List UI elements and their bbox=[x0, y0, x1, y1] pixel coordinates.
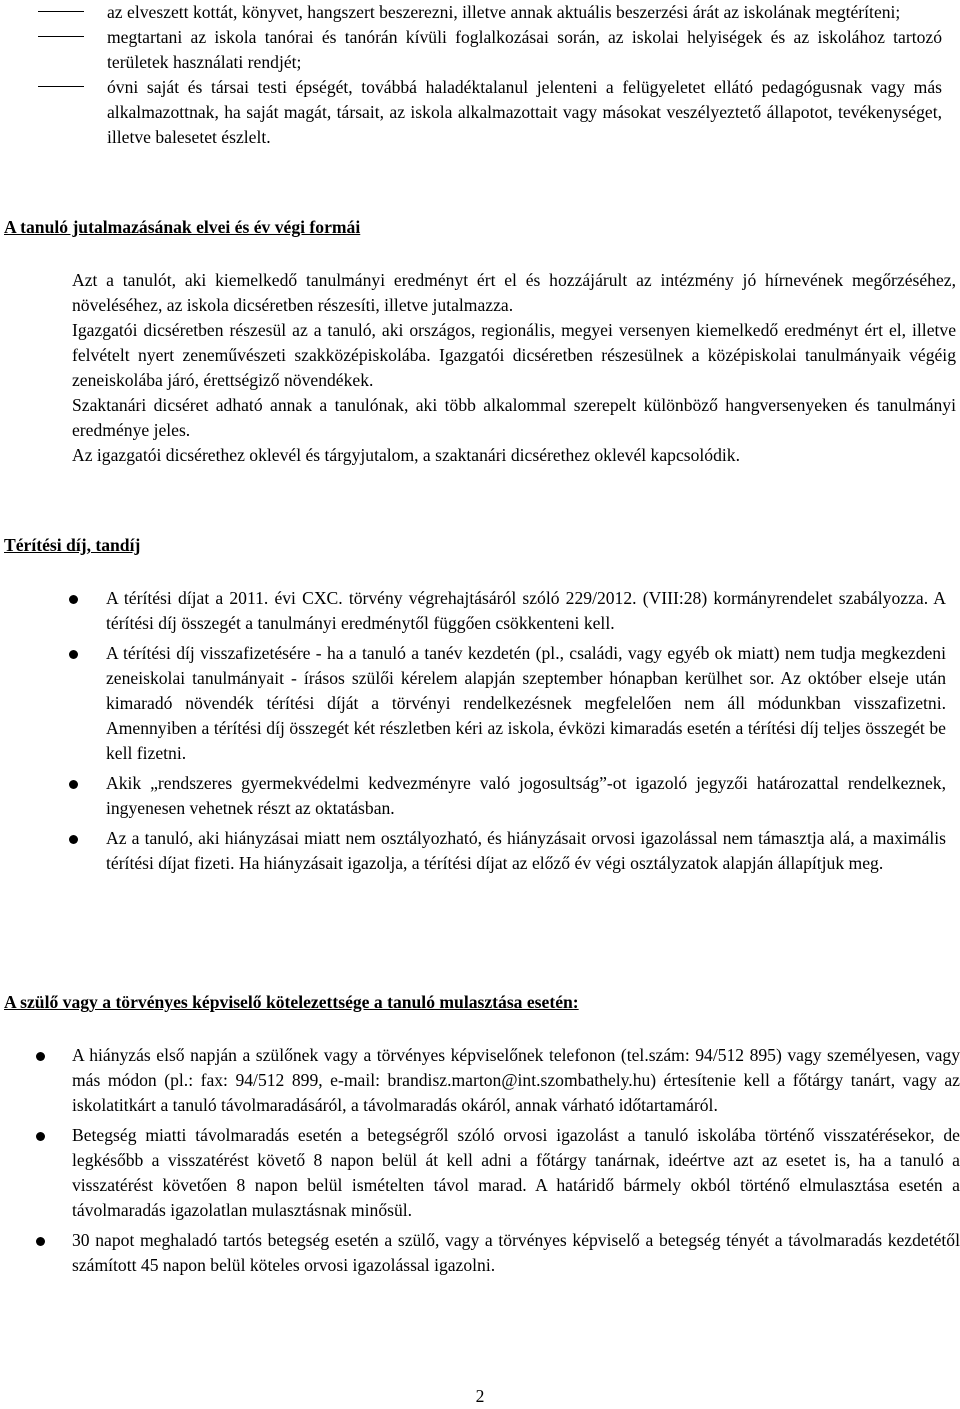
list-item: az elveszett kottát, könyvet, hangszert beszerezni, illetve annak aktuális beszerzési árát az iskolának megtéríteni; bbox=[0, 0, 960, 25]
paragraph: Szaktanári dicséret adható annak a tanulónak, aki több alkalommal szerepelt különböző hangversenyeken és tanulmányi eredménye jeles. bbox=[72, 395, 956, 440]
parent-bullet-list bbox=[0, 1043, 960, 1283]
list-item bbox=[0, 1123, 960, 1223]
bullet-icon bbox=[36, 1132, 45, 1141]
list-item bbox=[0, 586, 946, 636]
bullet-icon bbox=[69, 595, 78, 604]
bullet-icon bbox=[69, 835, 78, 844]
list-item-text: 30 napot meghaladó tartós betegség esetén a szülő, vagy a törvényes képviselő a betegség tényét a távolmaradás kezdetétől számított 45 napon belül köteles orvosi igazolással igazolni. bbox=[72, 1230, 960, 1275]
list-item-text: A térítési díj visszafizetésére - ha a tanuló a tanév kezdetén (pl., családi, vagy egyéb ok miatt) nem tudja megkezdeni zeneiskolai tanulmányait - írásos szülői kérelem alapján szeptember hónapban kerülhet sor. Az október elseje után kimaradó növendék térítési díját a törvényi rendelkezésnek megfelelően nem áll módunkban visszafizetni. Amennyiben a térítési díj összegét két részletben kéri az iskola, évközi kimaradás esetén a térítési díj teljes összegét be kell fizetni. bbox=[106, 643, 946, 763]
page-number: 2 bbox=[475, 1386, 485, 1406]
list-item-text: Az a tanuló, aki hiányzásai miatt nem osztályozható, és hiányzásait orvosi igazolással nem támasztja alá, a maximális térítési díjat fizeti. Ha hiányzásait igazolja, a térítési díjat az előző év végi osztályzatok alapján állapítjuk meg. bbox=[106, 828, 946, 873]
list-item bbox=[0, 641, 946, 766]
list-item: megtartani az iskola tanórai és tanórán kívüli foglalkozásai során, az iskolai helyiségek és az iskolához tartozó területek használati rendjét; bbox=[0, 25, 960, 75]
list-item bbox=[0, 1228, 960, 1278]
bullet-icon bbox=[36, 1237, 45, 1246]
list-item: óvni saját és társai testi épségét, továbbá haladéktalanul jelenteni a felügyeletet ellátó pedagógusnak vagy más alkalmazottnak, ha saját magát, társait, az iskola alkalmazottait vagy másokat veszélyeztető állapotot, tevékenységet, illetve balesetet észlelt. bbox=[0, 75, 960, 150]
reward-section-body bbox=[72, 268, 956, 468]
bullet-icon bbox=[69, 650, 78, 659]
paragraph: Az igazgatói dicsérethez oklevél és tárgyjutalom, a szaktanári dicsérethez oklevél kapcsolódik. bbox=[72, 445, 740, 465]
bullet-icon bbox=[69, 780, 78, 789]
fee-section-heading: Térítési díj, tandíj bbox=[4, 535, 141, 555]
list-item-text: A hiányzás első napján a szülőnek vagy a törvényes képviselőnek telefonon (tel.szám: 94/512 895) vagy személyesen, vagy más módon (pl.: fax: 94/512 899, e-mail: brandisz.marton@int.szombathely.hu) értesítenie kell a főtárgy tanárt, vagy az iskolatitkárt a tanuló távolmaradásáról, a távolmaradás okáról, annak várható időtartamáról. bbox=[72, 1045, 960, 1115]
paragraph: Igazgatói dicséretben részesül az a tanuló, aki országos, regionális, megyei versenyen kiemelkedő eredményt ért el, illetve felvételt nyert zeneművészeti szakközépiskolába. Igazgatói dicséretben részesülnek a középiskolai tanulmányaik végéig zeneiskolába járó, érettségiző növendékek. bbox=[72, 320, 956, 390]
paragraph: Azt a tanulót, aki kiemelkedő tanulmányi eredményt ért el és hozzájárult az intézmény jó hírnevének megőrzéséhez, növeléséhez, az iskola dicséretben részesíti, illetve jutalmazza. bbox=[72, 270, 956, 315]
list-item bbox=[0, 826, 946, 876]
bullet-icon bbox=[36, 1052, 45, 1061]
duties-dash-list bbox=[0, 0, 960, 150]
list-item-text: A térítési díjat a 2011. évi CXC. törvény végrehajtásáról szóló 229/2012. (VIII:28) kormányrendelet szabályozza. A térítési díj összegét a tanulmányi eredménytől függően csökkenteni kell. bbox=[106, 588, 946, 633]
list-item-text: Betegség miatti távolmaradás esetén a betegségről szóló orvosi igazolást a tanuló iskolába történő visszatérésekor, de legkésőbb a visszatérést követő 8 napon belül át kell adni a főtárgy tanárnak, ideértve azt az esetet is, ha a tanuló a visszatérést követően 8 napon belül ismételten távol marad. A határidő bármely okból történő elmulasztása esetén a távolmaradás igazolatlan mulasztásnak minősül. bbox=[72, 1125, 960, 1220]
list-item-text: Akik „rendszeres gyermekvédelmi kedvezményre való jogosultság”-ot igazoló jegyzői határozattal rendelkeznek, ingyenesen vehetnek részt az oktatásban. bbox=[106, 773, 946, 818]
list-item bbox=[0, 771, 946, 821]
reward-section-heading: A tanuló jutalmazásának elvei és év végi formái bbox=[4, 217, 361, 237]
list-item bbox=[0, 1043, 960, 1118]
parent-section-heading: A szülő vagy a törvényes képviselő kötelezettsége a tanuló mulasztása esetén: bbox=[4, 992, 579, 1012]
fee-bullet-list bbox=[0, 586, 946, 881]
